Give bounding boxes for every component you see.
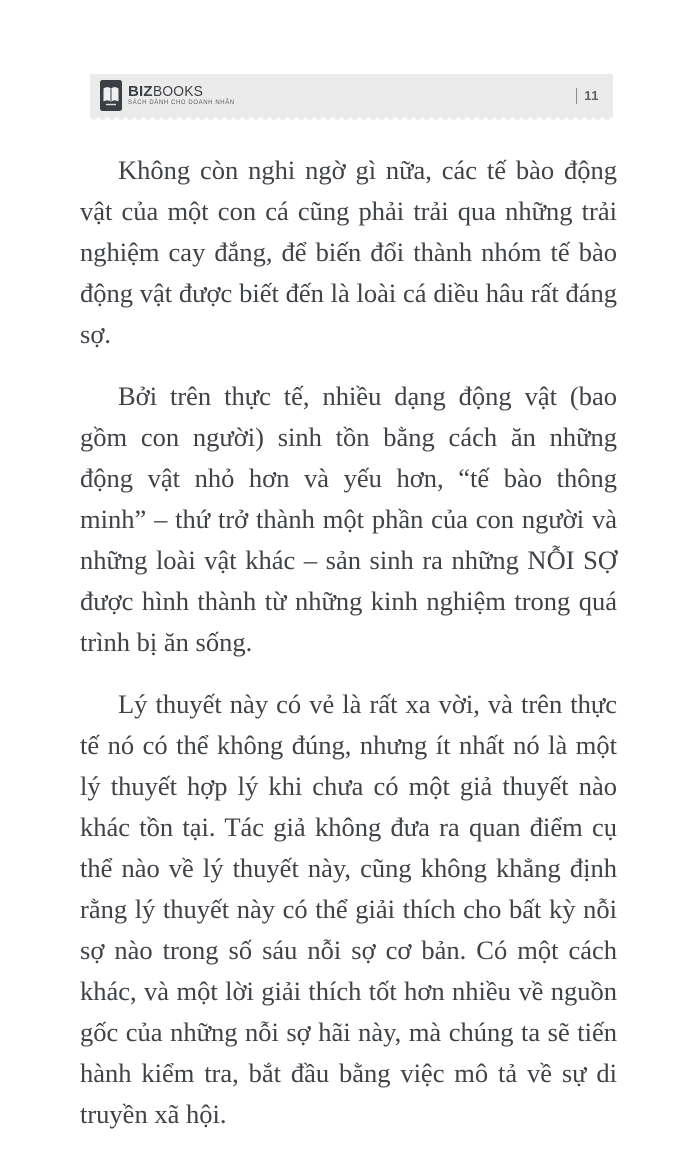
page-number-value: 11 (584, 88, 599, 103)
paragraph-3: Lý thuyết này có vẻ là rất xa vời, và trên thực tế nó có thể không đúng, nhưng ít nhất nó là một lý thuyết hợp lý khi chưa có một giả thuyết nào khác tồn tại. Tác giả không đưa ra quan điểm cụ thể nào về lý thuyết này, cũng không khẳng định rằng lý thuyết này có thể giải thích cho bất kỳ nỗi sợ nào trong số sáu nỗi sợ cơ bản. Có một cách khác, và một lời giải thích tốt hơn nhiều về nguồn gốc của những nỗi sợ hãi này, mà chúng ta sẽ tiến hành kiểm tra, bắt đầu bằng việc mô tả về sự di truyền xã hội. (80, 689, 617, 1129)
logo-wordmark (128, 84, 235, 107)
page-number-divider (576, 88, 578, 104)
publisher-logo (100, 80, 235, 111)
paragraph-1: Không còn nghi ngờ gì nữa, các tế bào động vật của một con cá cũng phải trải qua những trải nghiệm cay đắng, để biến đổi thành nhóm tế bào động vật được biết đến là loài cá diều hâu rất đáng sợ. (80, 155, 617, 349)
page-number (576, 88, 599, 104)
brand-name-bold: BIZ (128, 83, 153, 100)
paragraph-2: Bởi trên thực tế, nhiều dạng động vật (bao gồm con người) sinh tồn bằng cách ăn những động vật nhỏ hơn và yếu hơn, “tế bào thông minh” – thứ trở thành một phần của con người và những loài vật khác – sản sinh ra những NỖI SỢ được hình thành từ những kinh nghiệm trong quá trình bị ăn sống. (80, 381, 617, 657)
page-header (90, 74, 613, 117)
brand-tagline: SÁCH DÀNH CHO DOANH NHÂN (128, 100, 235, 106)
brand-name (128, 84, 235, 99)
page-body-text (80, 150, 617, 1156)
brand-name-light: BOOKS (152, 83, 203, 100)
book-logo-icon (100, 80, 122, 111)
